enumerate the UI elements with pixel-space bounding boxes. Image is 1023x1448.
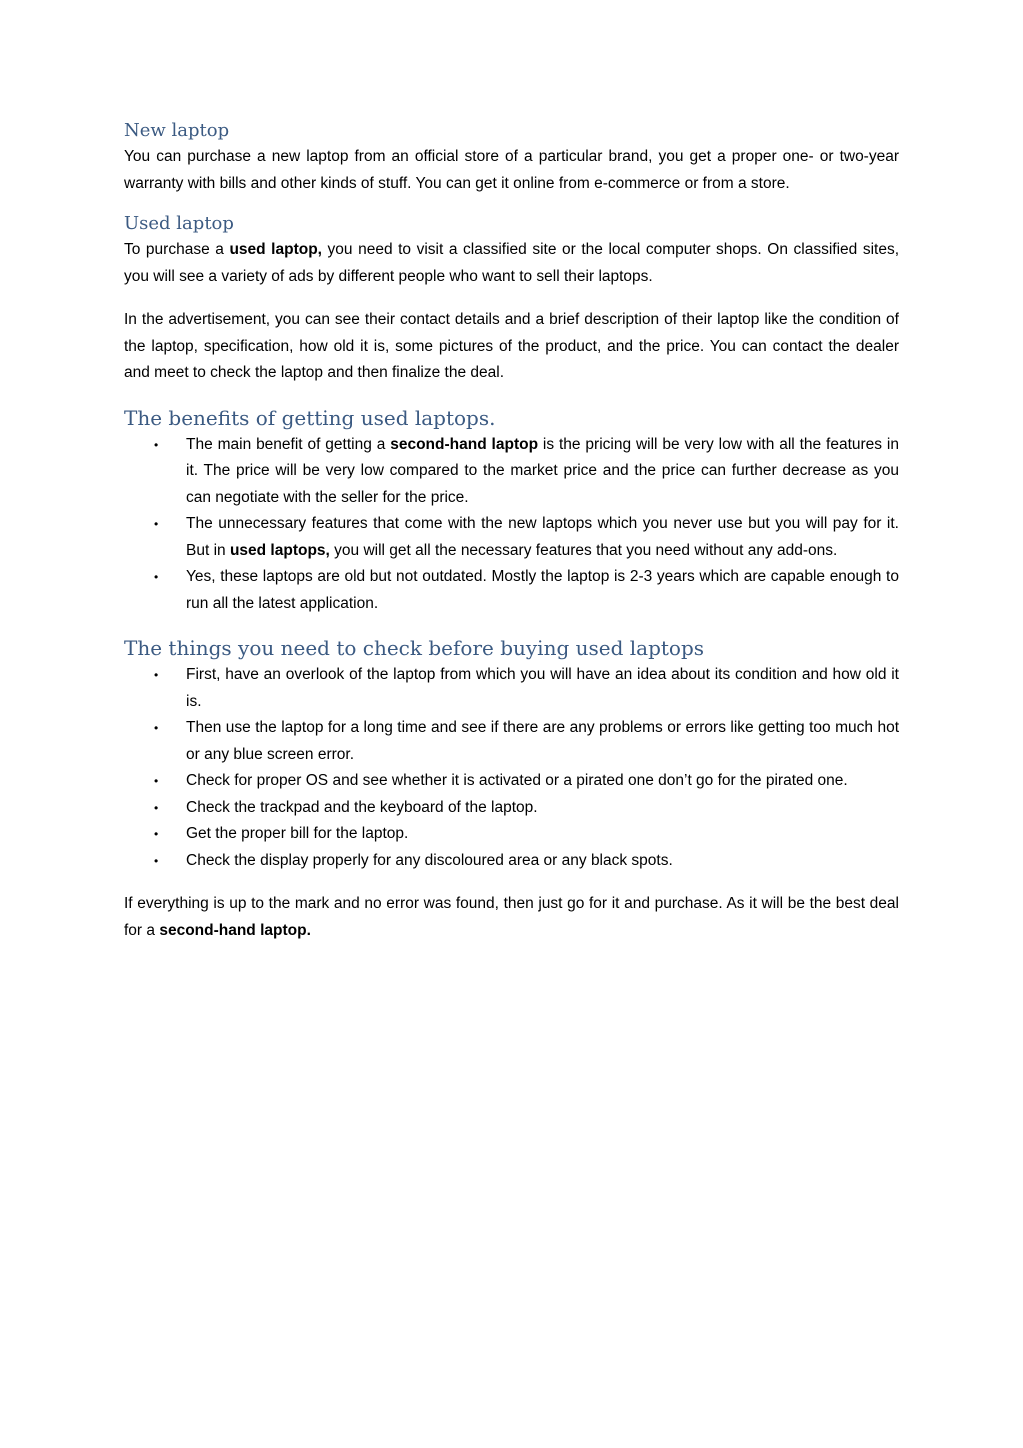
bold-second-hand-laptop: second-hand laptop. [159, 921, 311, 939]
paragraph-used-laptop-2: In the advertisement, you can see their contact details and a brief description of their laptop like the condition of the laptop, specification, how old it is, some pictures of the product, and the price. You can contact the dealer and meet to check the laptop and then finalize the deal. [124, 311, 899, 381]
text-run: Check the display properly for any discoloured area or any black spots. [186, 851, 673, 869]
text-run: The main benefit of getting a [186, 435, 391, 453]
document-page [124, 118, 899, 944]
bullet-icon: • [154, 721, 159, 735]
list-item [124, 821, 899, 848]
bold-second-hand-laptop: second-hand laptop [390, 435, 539, 453]
paragraph-conclusion [124, 891, 899, 944]
list-item [124, 662, 899, 715]
bold-used-laptops: used laptops, [229, 541, 330, 559]
bullet-icon: • [154, 668, 159, 682]
text-run: Then use the laptop for a long time and see if there are any problems or errors like getting too much hot or any blue screen error. [186, 719, 899, 763]
text-run: Check the trackpad and the keyboard of the laptop. [186, 798, 538, 816]
bullet-icon: • [154, 827, 159, 841]
bullet-icon: • [154, 774, 159, 788]
list-item [124, 564, 899, 617]
list-item [124, 432, 899, 512]
text-run: you need to visit a classified site or the local computer shops. On classified sites, you will see a variety of ads by different people who want to sell their laptops. [124, 241, 899, 285]
checks-list [124, 662, 899, 874]
bullet-icon: • [154, 570, 159, 584]
bullet-icon: • [154, 853, 159, 868]
list-item [124, 715, 899, 768]
heading-checks: The things you need to check before buying used laptops [124, 636, 705, 660]
heading-used-laptop: Used laptop [124, 213, 234, 234]
text-run: If everything is up to the mark and no error was found, then just go for it and purchase. As it will be the best deal for a [124, 895, 899, 939]
bullet-icon: • [154, 437, 159, 452]
text-run: First, have an overlook of the laptop from which you will have an idea about its condition and how old it is. [186, 666, 899, 710]
text-run: To purchase a [124, 241, 230, 258]
bullet-icon: • [154, 517, 159, 531]
text-run: The unnecessary features that come with the new laptops which you never use but you will pay for it. But in [186, 515, 899, 559]
paragraph-used-laptop-1 [124, 237, 899, 290]
benefits-list [124, 432, 899, 618]
text-run: is the pricing will be very low with all the features in it. The price will be very low compared to the market price and the price can further decrease as you can negotiate with the seller for the price. [186, 435, 899, 506]
text-run: Yes, these laptops are old but not outdated. Mostly the laptop is 2-3 years which are capable enough to run all the latest application. [186, 568, 899, 612]
paragraph-new-laptop: You can purchase a new laptop from an official store of a particular brand, you get a proper one- or two-year warranty with bills and other kinds of stuff. You can get it online from e-commerce or from a store. [124, 148, 899, 192]
text-run: Check for proper OS and see whether it is activated or a pirated one don’t go for the pirated one. [186, 772, 848, 789]
bold-used-laptop: used laptop, [229, 241, 322, 258]
list-item [124, 848, 899, 875]
heading-benefits: The benefits of getting used laptops. [124, 405, 496, 430]
list-item [124, 795, 899, 822]
bullet-icon: • [154, 800, 159, 815]
text-run: you will get all the necessary features that you need without any add-ons. [329, 541, 838, 559]
heading-new-laptop: New laptop [124, 120, 230, 141]
list-item [124, 768, 899, 795]
text-run: Get the proper bill for the laptop. [186, 825, 409, 842]
list-item [124, 511, 899, 564]
